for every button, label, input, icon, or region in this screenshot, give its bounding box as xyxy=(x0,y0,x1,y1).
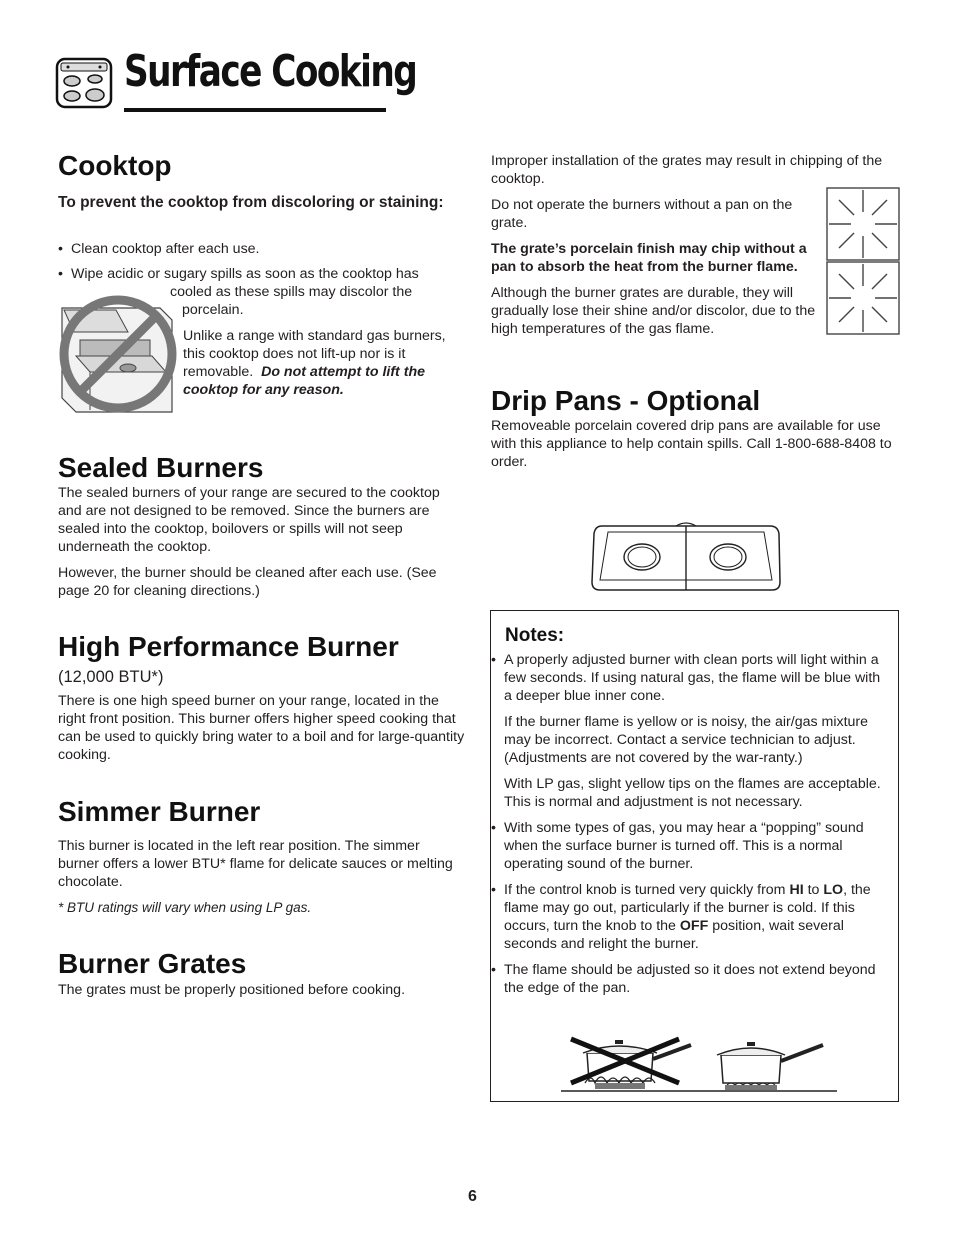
drip-pans-illustration xyxy=(588,518,784,601)
cooktop-paragraph xyxy=(183,327,463,399)
note-3-text: If the control knob is turned very quickly from xyxy=(504,882,790,898)
note-1b: If the burner flame is yellow or is noisy, the air/gas mixture may be incorrect. Contact a service technician to adjust. (Adjustments are not covered by the war-ranty.) xyxy=(504,714,869,766)
sealed-burners-p1: The sealed burners of your range are secured to the cooktop and are not designed to be removed. Since the burners are sealed into the cooktop, boilovers or spills will not seep underneath the cooktop. xyxy=(58,485,440,555)
cooktop-heading: Cooktop xyxy=(58,150,172,181)
note-1c: With LP gas, slight yellow tips on the flames are acceptable. This is normal and adjustment is not necessary. xyxy=(504,776,881,810)
page-number: 6 xyxy=(468,1188,477,1205)
burner-grates-heading: Burner Grates xyxy=(58,948,247,979)
grates-p1: The grates must be properly positioned before cooking. xyxy=(58,982,406,998)
grates-p5: Although the burner grates are durable, they will gradually lose their shine and/or discolor, due to the high temperatures of the gas flame. xyxy=(491,285,816,337)
btu-rating: (12,000 BTU*) xyxy=(58,668,164,686)
note-1: A properly adjusted burner with clean ports will light within a few seconds. If using natural gas, the flame will be blue with a deeper blue inner cone. xyxy=(504,652,881,704)
sealed-burners-heading: Sealed Burners xyxy=(58,452,264,483)
grates-warning: The grate’s porcelain finish may chip without a pan to absorb the heat from the burner flame. xyxy=(491,241,807,275)
cooktop-bullet-clean: • Clean cooktop after each use. xyxy=(58,240,458,258)
note-4: • The flame should be adjusted so it does not extend beyond the edge of the pan. xyxy=(491,961,883,997)
grates-p2: Improper installation of the grates may result in chipping of the cooktop. xyxy=(491,153,883,187)
high-performance-heading: High Performance Burner xyxy=(58,631,399,662)
flame-illustration xyxy=(561,1035,841,1102)
no-lift-cooktop-illustration xyxy=(56,292,180,421)
cooktop-subheading: To prevent the cooktop from discoloring or staining: xyxy=(58,194,444,211)
note-3-text: , the flame may go out, particularly if the burner is cold. If this occurs, turn the knob to the xyxy=(504,882,871,934)
high-performance-p1: There is one high speed burner on your range, located in the right front position. This burner offers higher speed cooking that can be used to quickly bring water to a boil and for large-quantity cooking. xyxy=(58,693,465,763)
cooktop-bullet-wipe: • Wipe acidic or sugary spills as soon as the cooktop has xyxy=(58,265,458,283)
cooktop-paragraph-text: Unlike a range with standard gas burners, this cooktop does not lift-up nor is it removable. xyxy=(183,328,446,380)
grates-p3: Do not operate the burners without a pan on the grate. xyxy=(491,197,793,231)
grates-continued xyxy=(491,196,816,338)
note-item xyxy=(491,651,883,811)
page-title: Surface Cooking xyxy=(124,46,417,97)
note-3-text: position, wait several seconds and relight the burner. xyxy=(504,918,844,952)
title-underline xyxy=(124,108,386,112)
burner-grates-illustration xyxy=(824,185,902,342)
incorrect-flame-pan xyxy=(571,1039,691,1089)
notes-heading: Notes: xyxy=(505,625,565,646)
note-item xyxy=(491,881,883,953)
simmer-p1: This burner is located in the left rear position. The simmer burner offers a lower BTU* flame for delicate sauces or melting chocolate. xyxy=(58,838,453,890)
simmer-section xyxy=(58,837,458,917)
cooktop-bullet-wipe-cont: cooled as these spills may discolor the xyxy=(170,284,413,300)
note-3-lo: LO xyxy=(823,882,844,898)
note-3-hi: HI xyxy=(789,882,804,898)
cooktop-bullet-wipe-end: porcelain. xyxy=(182,302,244,318)
sealed-burners-p2: However, the burner should be cleaned after each use. (See page 20 for cleaning directions.) xyxy=(58,565,437,599)
notes-box xyxy=(490,610,899,1102)
note-3-text: to xyxy=(803,882,824,898)
correct-flame-pan xyxy=(717,1042,823,1090)
simmer-heading: Simmer Burner xyxy=(58,796,261,827)
note-3-off: OFF xyxy=(679,918,709,934)
cooktop-warning: Do not attempt to lift the cooktop for any reason. xyxy=(183,364,425,398)
sealed-burners-section xyxy=(58,484,463,600)
drip-pans-p1: Removeable porcelain covered drip pans are available for use with this appliance to help contain spills. Call 1-800-688-8408 to order. xyxy=(491,418,892,470)
drip-pans-heading: Drip Pans - Optional xyxy=(491,385,761,416)
btu-footnote: * BTU ratings will vary when using LP gas. xyxy=(58,900,312,915)
note-2: • With some types of gas, you may hear a “popping” sound when the surface burner is turned off. This is a normal operating sound of the burner. xyxy=(491,819,883,873)
cooktop-icon xyxy=(55,57,113,114)
